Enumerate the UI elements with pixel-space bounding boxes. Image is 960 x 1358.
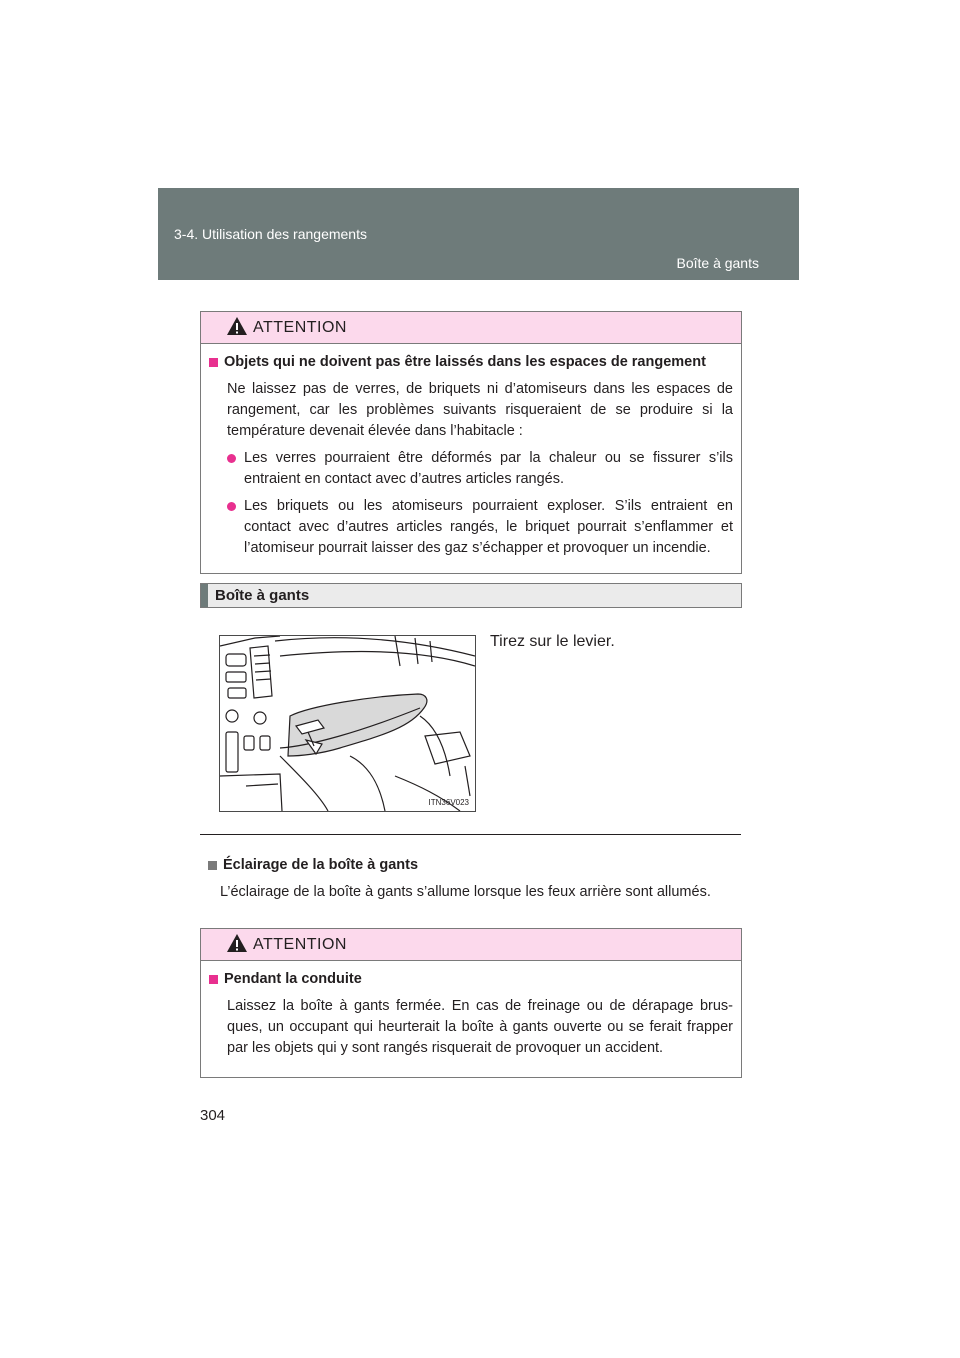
- warning-header: [201, 929, 741, 961]
- section-heading: [200, 583, 742, 608]
- glove-box-illustration: [219, 635, 476, 812]
- bullet-text: Les verres pourraient être déformés par la chaleur ou se fissurer s’ils entraient en contact avec d’autres articles rangés.: [244, 450, 733, 487]
- warning-body: [201, 344, 741, 573]
- instruction-text: Tirez sur le levier.: [490, 633, 615, 650]
- warning-title: ATTENTION: [253, 319, 347, 336]
- round-bullet-icon: [227, 502, 236, 511]
- note-heading: [208, 855, 748, 876]
- section-divider: [200, 834, 741, 835]
- page-topic: Boîte à gants: [676, 255, 759, 271]
- warning-heading-text: Objets qui ne doivent pas être laissés dans les espaces de rangement: [224, 354, 706, 370]
- note-paragraph: L’éclairage de la boîte à gants s’allume lorsque les feux arrière sont allumés.: [220, 884, 711, 900]
- lighting-note: [208, 855, 748, 903]
- warning-heading: [209, 969, 733, 990]
- warning-paragraph: Ne laissez pas de verres, de briquets ni d’atomiseurs dans les espaces de rangement, car les problèmes suivants risqueraient de se produire si la température devenait élevée dans l’habitacle :: [227, 381, 733, 439]
- warning-bullet: [227, 496, 733, 559]
- warning-triangle-icon: [226, 316, 248, 336]
- section-heading-title: Boîte à gants: [215, 587, 310, 604]
- bullet-text: Les briquets ou les atomiseurs pourraient exploser. S’ils entraient en contact avec d’autres articles rangés, le briquet pourrait s’enflammer et l’atomiseur pourrait laisser des gaz s’échapper et provoquer un incendie.: [244, 498, 733, 556]
- square-bullet-icon: [209, 358, 218, 367]
- warning-triangle-icon: [226, 933, 248, 953]
- warning-paragraph: Laissez la boîte à gants fermée. En cas de freinage ou de dérapage brus-ques, un occupant qui heurterait la boîte à gants ouverte ou se ferait frapper par les objets qui y sont rangés risquerait de provoquer un accident.: [227, 998, 733, 1056]
- round-bullet-icon: [227, 454, 236, 463]
- figure-code: ITN36V023: [428, 798, 469, 807]
- warning-box-storage: [200, 311, 742, 574]
- warning-heading: [209, 352, 733, 373]
- warning-heading-text: Pendant la conduite: [224, 971, 362, 987]
- note-heading-text: Éclairage de la boîte à gants: [223, 857, 419, 873]
- warning-title: ATTENTION: [253, 936, 347, 953]
- warning-box-driving: [200, 928, 742, 1078]
- glove-box-lever-icon: [220, 636, 475, 811]
- square-bullet-icon: [209, 975, 218, 984]
- warning-header: [201, 312, 741, 344]
- section-heading-bar: [201, 584, 208, 607]
- warning-bullet: [227, 448, 733, 490]
- page-header: [158, 188, 799, 280]
- warning-body: [201, 961, 741, 1077]
- chapter-title: 3-4. Utilisation des rangements: [174, 226, 367, 242]
- page-number: 304: [200, 1107, 226, 1124]
- square-bullet-icon: [208, 861, 217, 870]
